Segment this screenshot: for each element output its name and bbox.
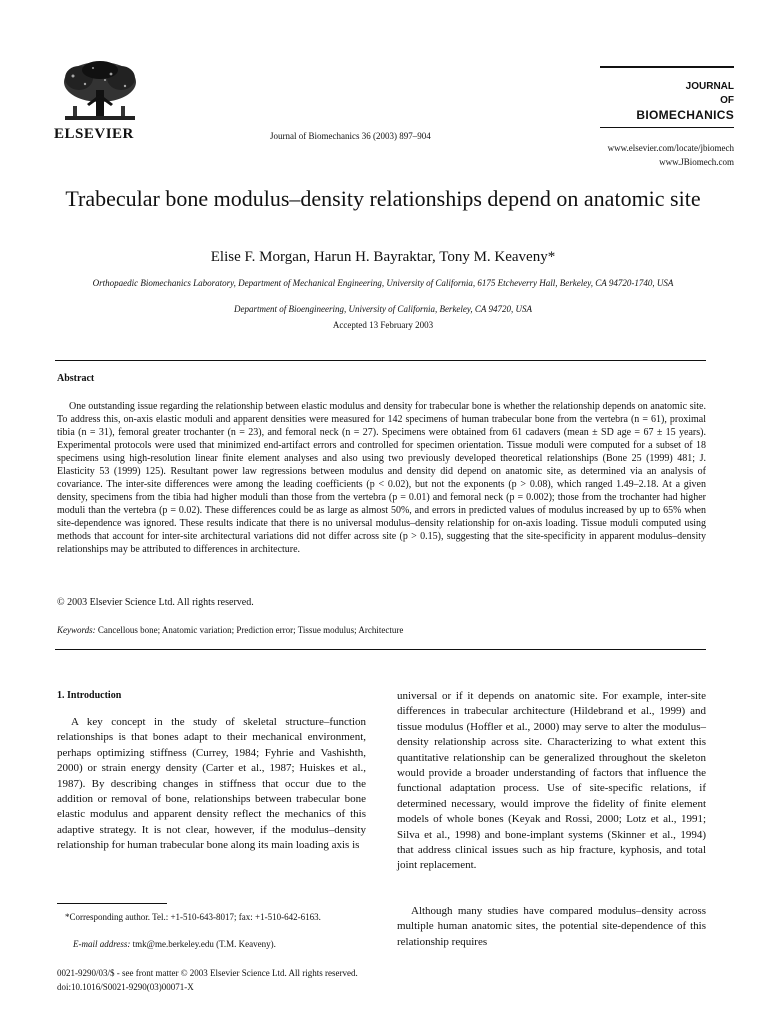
section-heading-introduction: 1. Introduction — [57, 690, 122, 701]
keywords-label: Keywords: — [57, 625, 96, 635]
email-address[interactable]: tmk@me.berkeley.edu (T.M. Keaveny). — [132, 939, 276, 949]
elsevier-logo — [50, 60, 150, 126]
intro-paragraph-right-2: Although many studies have compared modulus–density across multiple human anatomic sites, the potential site-dependence of this relationship requires — [397, 905, 706, 948]
journal-name-line-3: BIOMECHANICS — [636, 108, 734, 122]
keywords-list: Cancellous bone; Anatomic variation; Prediction error; Tissue modulus; Architecture — [97, 625, 404, 635]
elsevier-tree-icon — [59, 60, 141, 126]
abstract-copyright: © 2003 Elsevier Science Ltd. All rights reserved. — [57, 597, 254, 608]
doi-line[interactable]: doi:10.1016/S0021-9290(03)00071-X — [57, 982, 194, 992]
journal-url-jbiomech[interactable]: www.JBiomech.com — [659, 157, 734, 167]
abstract-body: One outstanding issue regarding the relationship between elastic modulus and density for trabecular bone is whether the relationship depends on anatomic site. To address this, on-axis elastic moduli and apparent densities were measured for 142 specimens of human trabecular bone from the vertebra (n = 61), proximal tibia (n = 31), femoral greater trochanter (n = 23), and femoral neck (n = 27). Specimens were obtained from 61 cadavers (mean ± SD age = 67 ± 15 years). Experimental protocols were used that minimized end-artifact errors and controlled for specimen orientation. Tissue moduli were computed for a subset of 18 specimens using high-resolution linear finite element analyses and also using two previously developed theoretical relationships (Bone 25 (1999) 481; J. Elasticity 53 (1999) 125). Resultant power law regressions between modulus and density did depend on anatomic site, as determined via an analysis of covariance. The inter-site differences were among the leading coefficients (p < 0.02), but not the exponents (p > 0.08), which ranged 1.49–2.18. At a given density, specimens from the tibia had higher moduli than those from the vertebra (p = 0.01) and femoral neck (p = 0.002); those from the trochanter had higher moduli than the vertebra (p = 0.02). These differences could be as large as almost 50%, and errors in predicted values of modulus increased by up to 65% when site-dependence was ignored. These results indicate that there is no universal modulus–density relationship for on-axis loading. Tissue moduli computed using methods that account for inter-site architectural variations did not differ across site (p > 0.15), suggesting that the site-specificity in apparent modulus–density relationships may be attributed to differences in architecture. — [57, 401, 706, 555]
journal-url-elsevier[interactable]: www.elsevier.com/locate/jbiomech — [607, 143, 734, 153]
journal-name-line-2: OF — [720, 95, 734, 106]
abstract-heading: Abstract — [57, 373, 95, 384]
keywords-line — [57, 625, 403, 635]
journal-name-line-1: JOURNAL — [685, 81, 734, 92]
footnote-rule — [57, 903, 167, 904]
journal-rule-bottom — [600, 127, 734, 128]
abstract-rule-top — [55, 360, 706, 361]
article-authors: Elise F. Morgan, Harun H. Bayraktar, Tony M. Keaveny* — [210, 249, 556, 265]
accepted-date: Accepted 13 February 2003 — [332, 320, 434, 330]
abstract-rule-bottom — [55, 649, 706, 650]
email-label: E-mail address: — [73, 939, 131, 949]
issn-line: 0021-9290/03/$ - see front matter © 2003 Elsevier Science Ltd. All rights reserved. — [57, 968, 358, 978]
journal-rule-top — [600, 66, 734, 68]
publisher-name: ELSEVIER — [54, 126, 134, 142]
footnote-email — [73, 939, 276, 949]
intro-paragraph-left: A key concept in the study of skeletal structure–function relationships is that bones adapt to their mechanical environment, perhaps optimizing stiffness (Currey, 1984; Fyhrie and Vashishth, 2000) or strain energy density (Carter et al., 1987; Huiskes et al., 1987). By describing changes in stiffness that occur due to the addition or removal of bone, relationships between trabecular bone elastic modulus and apparent density reflect the mechanics of this adaptive strategy. It is not clear, however, if the modulus–density relationship for human trabecular bone along its main loading axis is — [57, 716, 366, 852]
intro-paragraph-right-1: universal or if it depends on anatomic site. For example, inter-site differences in trabecular architecture (Hildebrand et al., 1999) and tissue modulus (Hoffler et al., 2000) may serve to alter the modulus–density relationship across site. Characterizing to what extent this quantitative relationship can be generalized throughout the skeleton would provide a broader understanding of factors that influence the functional adaptation process. Use of site-specific relations, if determined necessary, would improve the fidelity of finite element models of whole bones (Keyak and Rossi, 2000; Lotz et al., 1991; Silva et al., 1998) and bone-implant systems (Skinner et al., 1994) that address clinical issues such as hip fracture, kyphosis, and total joint replacement. — [397, 690, 706, 872]
footnote-corresponding-author: *Corresponding author. Tel.: +1-510-643-8017; fax: +1-510-642-6163. — [65, 912, 321, 922]
article-title: Trabecular bone modulus–density relationships depend on anatomic site — [65, 186, 701, 211]
affiliation-1: Orthopaedic Biomechanics Laboratory, Department of Mechanical Engineering, University of California, 6175 Etcheverry Hall, Berkeley, CA 94720-1740, USA — [92, 278, 674, 288]
journal-citation: Journal of Biomechanics 36 (2003) 897–904 — [270, 131, 431, 141]
affiliation-2: Department of Bioengineering, University of California, Berkeley, CA 94720, USA — [233, 304, 533, 314]
